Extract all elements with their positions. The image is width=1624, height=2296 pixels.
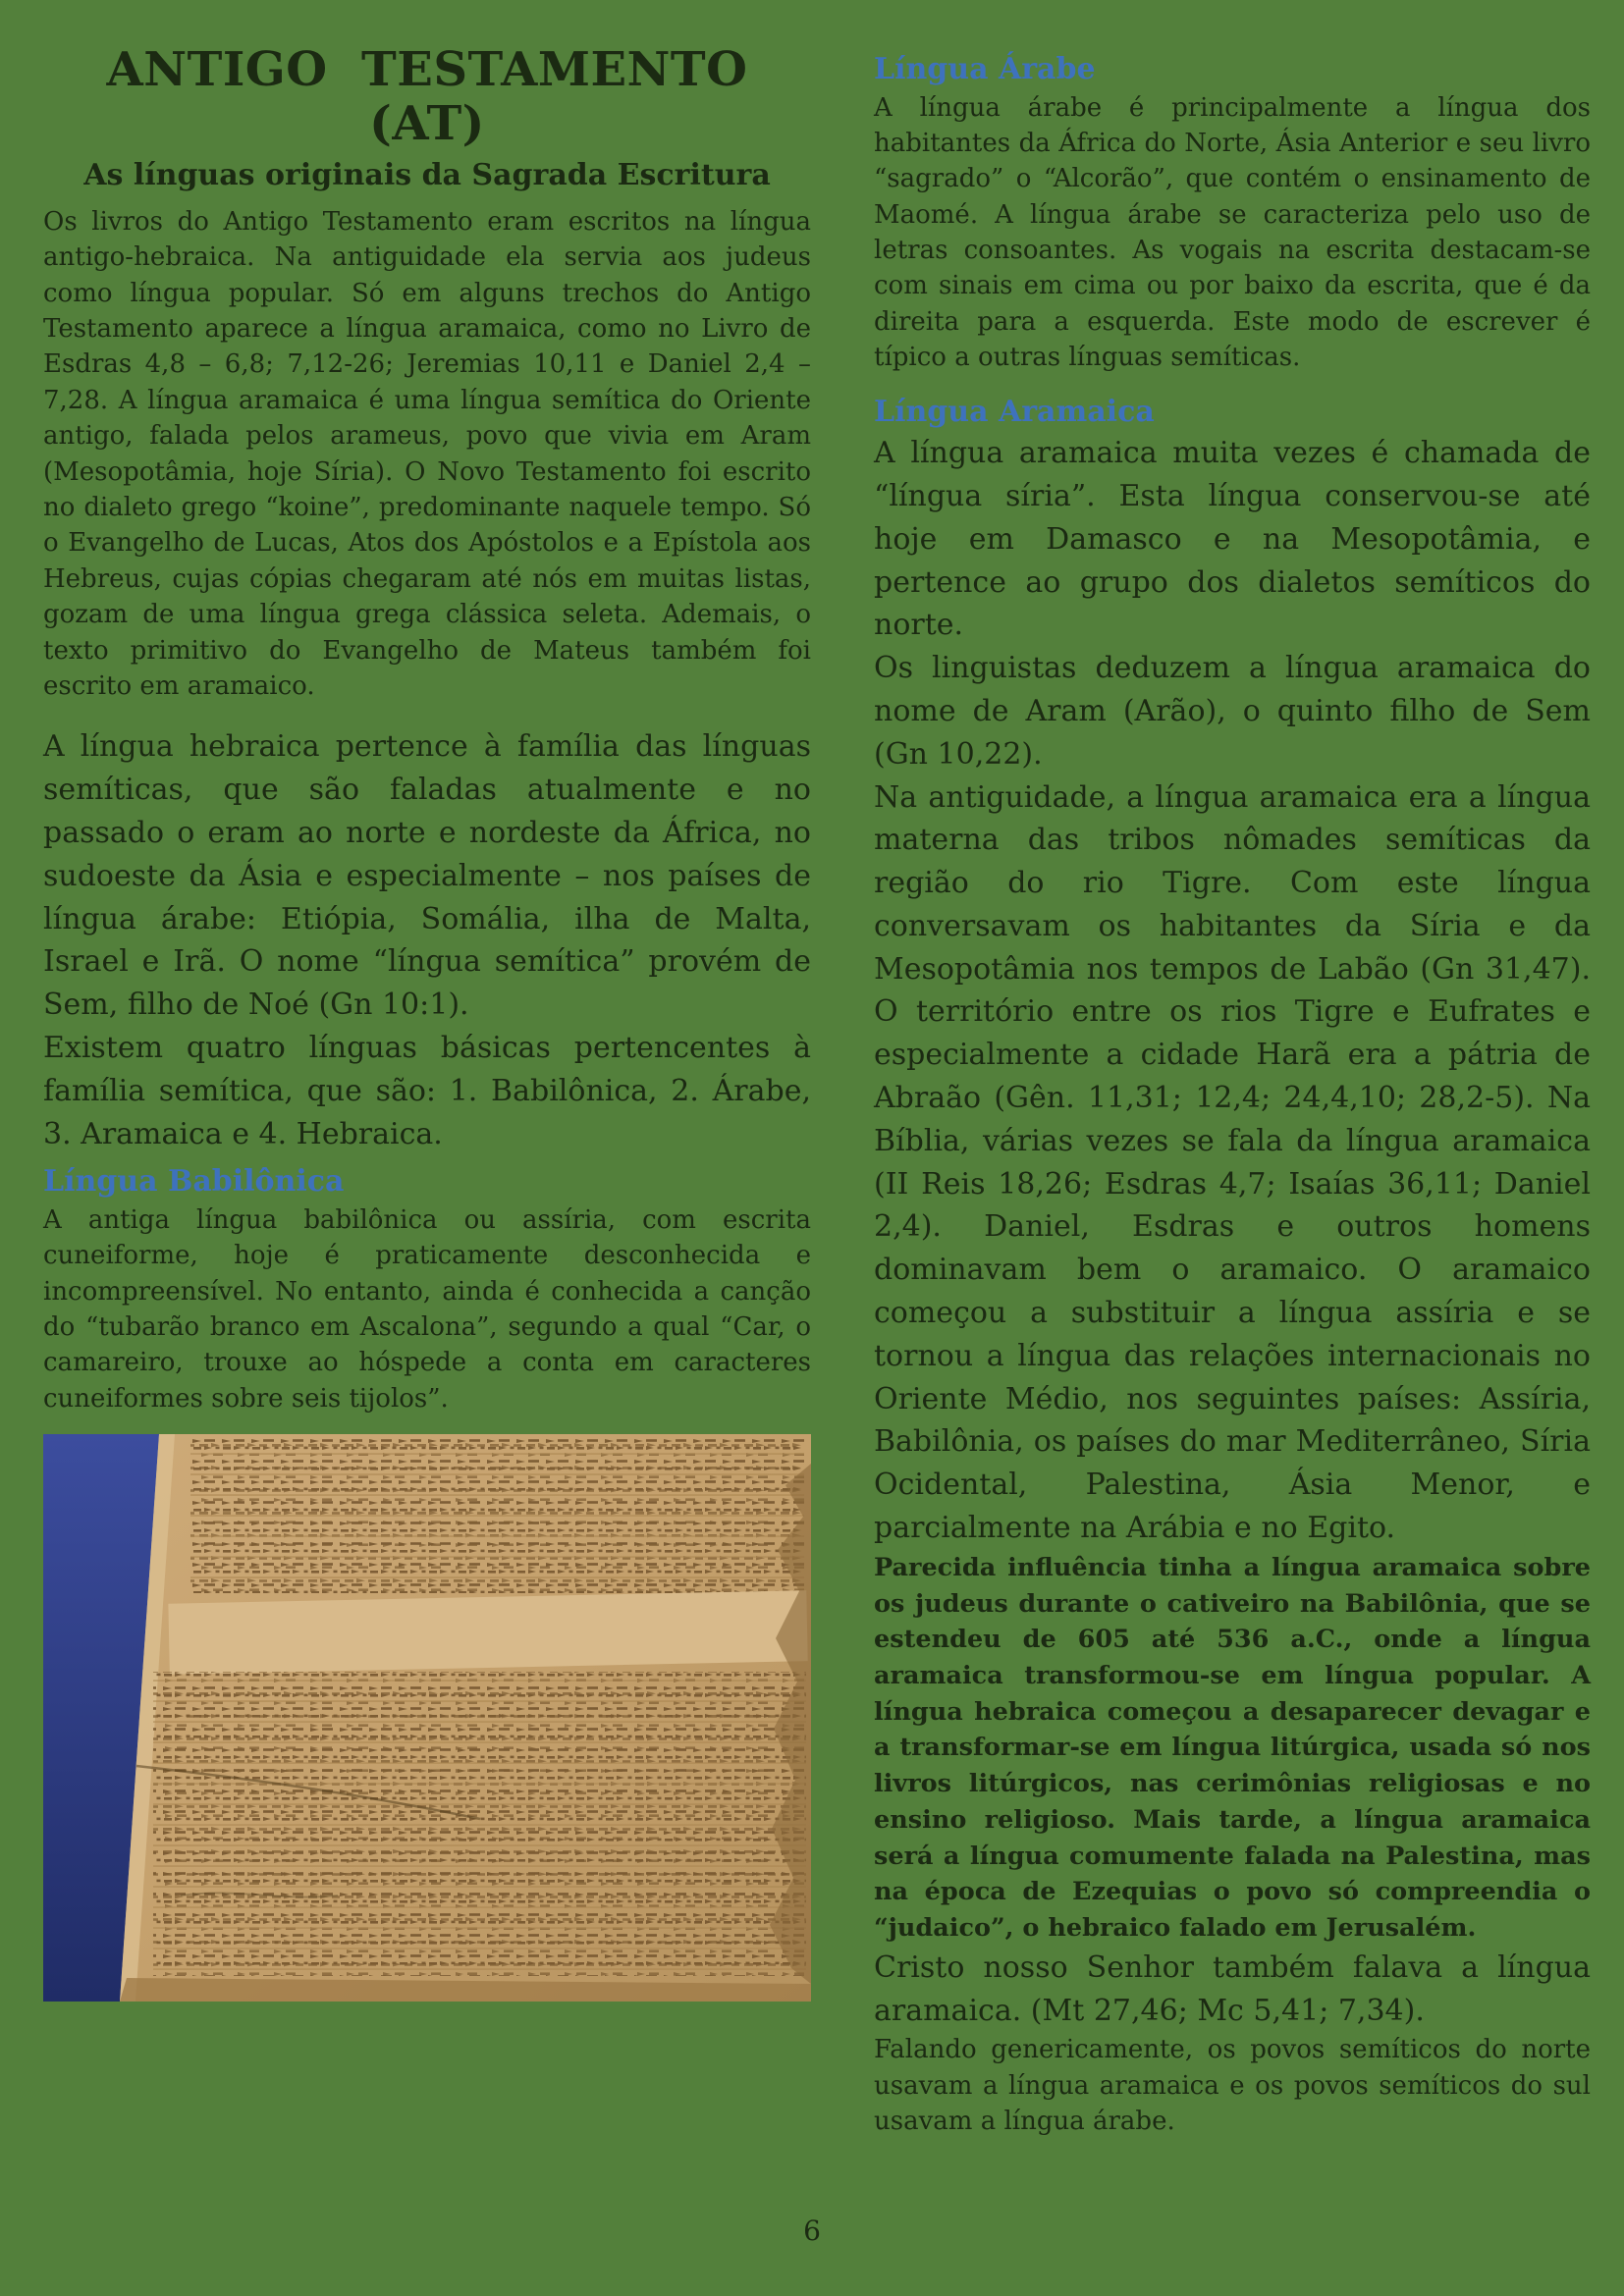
page-subtitle: As línguas originais da Sagrada Escritura — [83, 158, 771, 193]
captivity-bold-paragraph: Parecida influência tinha a língua aramaica sobre os judeus durante o cativeiro na Babilônia, que se estendeu de 605 até 536 a.C., onde a língua aramaica transformou-se em língua popular. A língua hebraica começou a desaparecer devagar e a transformar-se em língua litúrgica, usada só nos livros litúrgicos, nas cerimônias religiosas e no ensino religioso. Mais tarde, a língua aramaica será a língua comumente falada na Palestina, mas na época de Ezequias o povo só compreendia o “judaico”, o hebraico falado em Jerusalém. — [874, 1552, 1591, 1944]
babylonian-language-paragraph: A antiga língua babilônica ou assíria, com escrita cuneiforme, hoje é praticamente desconhecida e incompreensível. No entanto, ainda é conhecida a canção do “tubarão branco em Ascalona”, segundo a qual “Car, o camareiro, trouxe ao hóspede a conta em caracteres cuneiformes sobre seis tijolos”. — [43, 1204, 811, 1414]
page-title: ANTIGO TESTAMENTO (AT) — [106, 42, 765, 152]
right-column — [874, 39, 1591, 2140]
page-number: 6 — [803, 2215, 821, 2247]
left-column — [43, 39, 811, 2140]
closing-note-paragraph: Falando genericamente, os povos semíticos do norte usavam a língua aramaica e os povos semíticos do sul usavam a língua árabe. — [874, 2035, 1591, 2137]
hebrew-language-paragraph: A língua hebraica pertence à família das línguas semíticas, que são faladas atualmente e no passado o eram ao norte e nordeste da África, no sudoeste da Ásia e especialmente – nos países de língua árabe: Etiópia, Somália, ilha de Malta, Israel e Irã. O nome “língua semítica” provém de Sem, filho de Noé (Gn 10:1). — [43, 729, 811, 1023]
aramaic-paragraph-2: Os linguistas deduzem a língua aramaica do nome de Aram (Arão), o quinto filho de Sem (Gn 10,22). — [874, 651, 1591, 772]
cuneiform-tablet-image — [43, 1434, 811, 2002]
intro-paragraph: Os livros do Antigo Testamento eram escritos na língua antigo-hebraica. Na antiguidade ela servia aos judeus como língua popular. Só em alguns trechos do Antigo Testamento aparece a língua aramaica, como no Livro de Esdras 4,8 – 6,8; 7,12-26; Jeremias 10,11 e Daniel 2,4 – 7,28. A língua aramaica é uma língua semítica do Oriente antigo, falada pelos arameus, povo que vivia em Aram (Mesopotâmia, hoje Síria). O Novo Testamento foi escrito no dialeto grego “koine”, predominante naquele tempo. Só o Evangelho de Lucas, Atos dos Apóstolos e a Epístola aos Hebreus, cujas cópias chegaram até nós em muitas listas, gozam de uma língua grega clássica seleta. Ademais, o texto primitivo do Evangelho de Mateus também foi escrito em aramaico. — [43, 206, 811, 701]
aramaic-paragraph-1: A língua aramaica muita vezes é chamada de “língua síria”. Esta língua conservou-se até hoje em Damasco e na Mesopotâmia, e pertence ao grupo dos dialetos semíticos do norte. — [874, 436, 1591, 643]
heading-lingua-babilonica: Língua Babilônica — [43, 1164, 345, 1200]
cuneiform-tablet-illustration — [43, 1434, 811, 2002]
arabic-language-paragraph: A língua árabe é principalmente a língua dos habitantes da África do Norte, Ásia Anterior e seu livro “sagrado” o “Alcorão”, que contém o ensinamento de Maomé. A língua árabe se caracteriza pelo uso de letras consoantes. As vogais na escrita destacam-se com sinais em cima ou por baixo da escrita, que é da direita para a esquerda. Este modo de escrever é típico a outras línguas semíticas. — [874, 92, 1591, 373]
aramaic-paragraph-3: Na antiguidade, a língua aramaica era a língua materna das tribos nômades semíticas da região do rio Tigre. Com este língua conversavam os habitantes da Síria e da Mesopotâmia nos tempos de Labão (Gn 31,47). O território entre os rios Tigre e Eufrates e especialmente a cidade Harã era a pátria de Abraão (Gên. 11,31; 12,4; 24,4,10; 28,2-5). Na Bíblia, várias vezes se fala da língua aramaica (II Reis 18,26; Esdras 4,7; Isaías 36,11; Daniel 2,4). Daniel, Esdras e outros homens dominavam bem o aramaico. O aramaico começou a substituir a língua assíria e se tornou a língua das relações internacionais no Oriente Médio, nos seguintes países: Assíria, Babilônia, os países do mar Mediterrâneo, Síria Ocidental, Palestina, Ásia Menor, e parcialmente na Arábia e no Egito. — [874, 779, 1591, 1546]
heading-lingua-aramaica: Língua Aramaica — [874, 394, 1155, 429]
heading-lingua-arabe: Língua Árabe — [874, 52, 1096, 86]
christ-paragraph: Cristo nosso Senhor também falava a língua aramaica. (Mt 27,46; Mc 5,41; 7,34). — [874, 1949, 1591, 2028]
four-languages-paragraph: Existem quatro línguas básicas pertencentes à família semítica, que são: 1. Babilônica, 2. Árabe, 3. Aramaica e 4. Hebraica. — [43, 1030, 811, 1151]
